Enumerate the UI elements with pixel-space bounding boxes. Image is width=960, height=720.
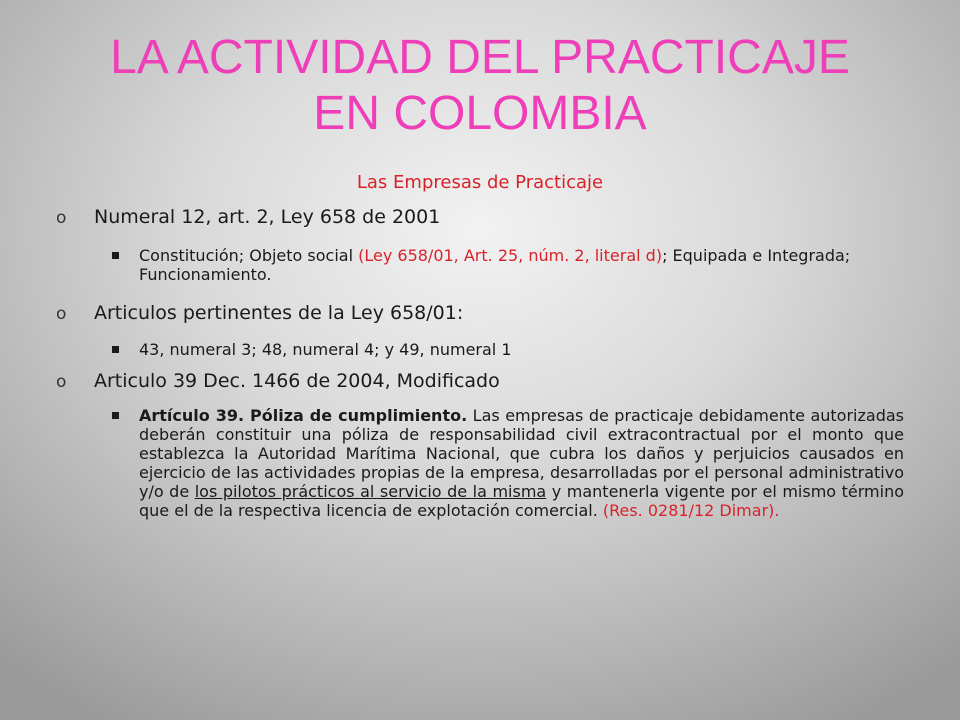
title-line-2: EN COLOMBIA [313, 87, 647, 140]
list-item-2 [56, 302, 463, 324]
article-heading: Artículo 39. Póliza de cumplimiento. [139, 406, 468, 425]
legal-reference: (Ley 658/01, Art. 25, núm. 2, literal d) [358, 246, 663, 265]
title-line-1: LA ACTIVIDAD DEL PRACTICAJE [110, 31, 850, 84]
hollow-bullet-icon: o [56, 372, 67, 392]
underlined-text: los pilotos prácticos al servicio de la misma [194, 482, 547, 501]
square-bullet-icon [112, 252, 119, 259]
legal-reference: (Res. 0281/12 Dimar). [602, 501, 780, 520]
list-item-text: Numeral 12, art. 2, Ley 658 de 2001 [94, 206, 441, 228]
list-item-text: Articulo 39 Dec. 1466 de 2004, Modificado [94, 370, 500, 392]
sub-item-1: Constitución; Objeto social (Ley 658/01, Art. 25, núm. 2, literal d); Equipada e Integrada; Funcionamiento. [112, 246, 904, 284]
sub-item-2: 43, numeral 3; 48, numeral 4; y 49, numeral 1 [112, 340, 904, 359]
square-bullet-icon [112, 412, 119, 419]
list-item-1 [56, 206, 440, 228]
list-item-text: Articulos pertinentes de la Ley 658/01: [94, 302, 464, 324]
square-bullet-icon [112, 346, 119, 353]
hollow-bullet-icon: o [56, 304, 67, 324]
slide-subtitle: Las Empresas de Practicaje [356, 172, 604, 193]
hollow-bullet-icon: o [56, 208, 67, 228]
sub-item-3: Artículo 39. Póliza de cumplimiento. Las empresas de practicaje debidamente autorizadas deberán constituir una póliza de responsabilidad civil extracontractual por el monto que establezca la Autoridad Marítima Nacional, que cubra los daños y perjuicios causados en ejercicio de las actividades propias de la empresa, desarrolladas por el personal administrativo y/o de los pilotos prácticos al servicio de la misma y mantenerla vigente por el mismo término que el de la respectiva licencia de explotación comercial. (Res. 0281/12 Dimar). [112, 406, 904, 520]
list-item-3 [56, 370, 500, 392]
slide-title [40, 30, 920, 142]
